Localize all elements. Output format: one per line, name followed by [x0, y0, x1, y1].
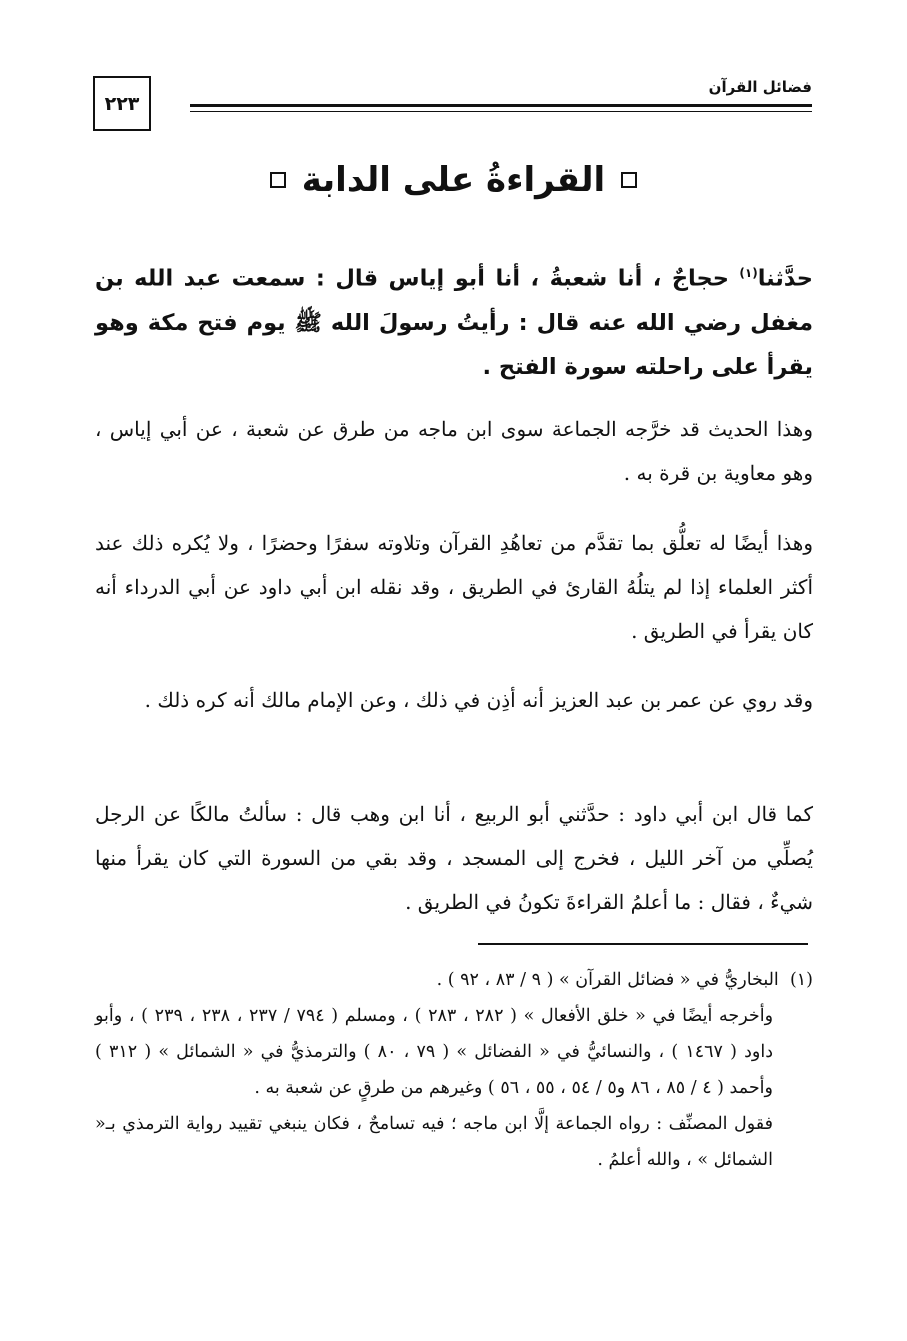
hadith-body: حجاجٌ ، أنا شعبةُ ، أنا أبو إياس قال : سمعت عبد الله بن مغفل رضي الله عنه قال : رأيتُ رسولَ الله ﷺ يوم فتح مكة وهو يقرأ على راحلته سورة الفتح .	[95, 265, 813, 380]
paragraph-2: وهذا أيضًا له تعلُّق بما تقدَّم من تعاهُدِ القرآن وتلاوته سفرًا وحضرًا ، ولا يُكره ذلك عند أكثر العلماء إذا لم يتلُهُ القارئ في الطريق ، وقد نقله ابن أبي داود عن أبي الدرداء أنه كان يقرأ في الطريق .	[95, 531, 813, 643]
hadith-text	[95, 251, 813, 389]
header-rule	[190, 104, 812, 112]
paragraph-4: كما قال ابن أبي داود : حدَّثني أبو الربيع ، أنا ابن وهب قال : سألتُ مالكًا عن الرجل يُصلِّي من آخر الليل ، فخرج إلى المسجد ، وقد بقي من السورة التي كان يقرأ منها شيءٌ ، فقال : ما أعلمُ القراءةَ تكونُ في الطريق .	[95, 802, 813, 914]
footnote-number: (١)	[789, 970, 813, 990]
chapter-title: القراءةُ على الدابة	[301, 160, 606, 200]
footnote-reference: (١)	[739, 266, 758, 280]
hadith-opening: حدَّثنا	[757, 265, 813, 292]
footnote-line-1	[95, 962, 813, 998]
heading-box-ornament-left	[270, 172, 286, 188]
heading-box-ornament-right	[621, 172, 637, 188]
footnote-text-1: البخاريُّ في « فضائل القرآن » ( ٩ / ٨٣ ، ٩٢ ) .	[436, 970, 779, 990]
paragraph-3: وقد روي عن عمر بن عبد العزيز أنه أذِن في ذلك ، وعن الإمام مالك أنه كره ذلك .	[144, 688, 813, 712]
footnote-separator	[478, 943, 808, 945]
paragraph-1: وهذا الحديث قد خرَّجه الجماعة سوى ابن ماجه من طرق عن شعبة ، عن أبي إياس ، وهو معاوية بن قرة به .	[95, 417, 813, 485]
chapter-heading	[0, 150, 907, 210]
page-number: ٢٢٣	[93, 76, 151, 131]
footnote	[95, 962, 813, 1178]
footnote-line-2: وأخرجه أيضًا في « خلق الأفعال » ( ٢٨٢ ، ٢٨٣ ) ، ومسلم ( ٧٩٤ / ٢٣٧ ، ٢٣٨ ، ٢٣٩ ) ، وأبو داود ( ١٤٦٧ ) ، والنسائيُّ في « الفضائل » ( ٧٩ ، ٨٠ ) والترمذيُّ في « الشمائل » ( ٣١٢ ) وأحمد ( ٤ / ٨٥ ، ٨٦ و٥ / ٥٤ ، ٥٥ ، ٥٦ ) وغيرهم من طرقٍ عن شعبة به .	[95, 1006, 774, 1098]
running-head-title: فضائل القرآن	[708, 78, 812, 96]
footnote-line-3: فقول المصنِّف : رواه الجماعة إلَّا ابن ماجه ؛ فيه تسامحٌ ، فكان ينبغي تقييد رواية الترمذي بـ« الشمائل » ، والله أعلمُ .	[95, 1114, 773, 1170]
